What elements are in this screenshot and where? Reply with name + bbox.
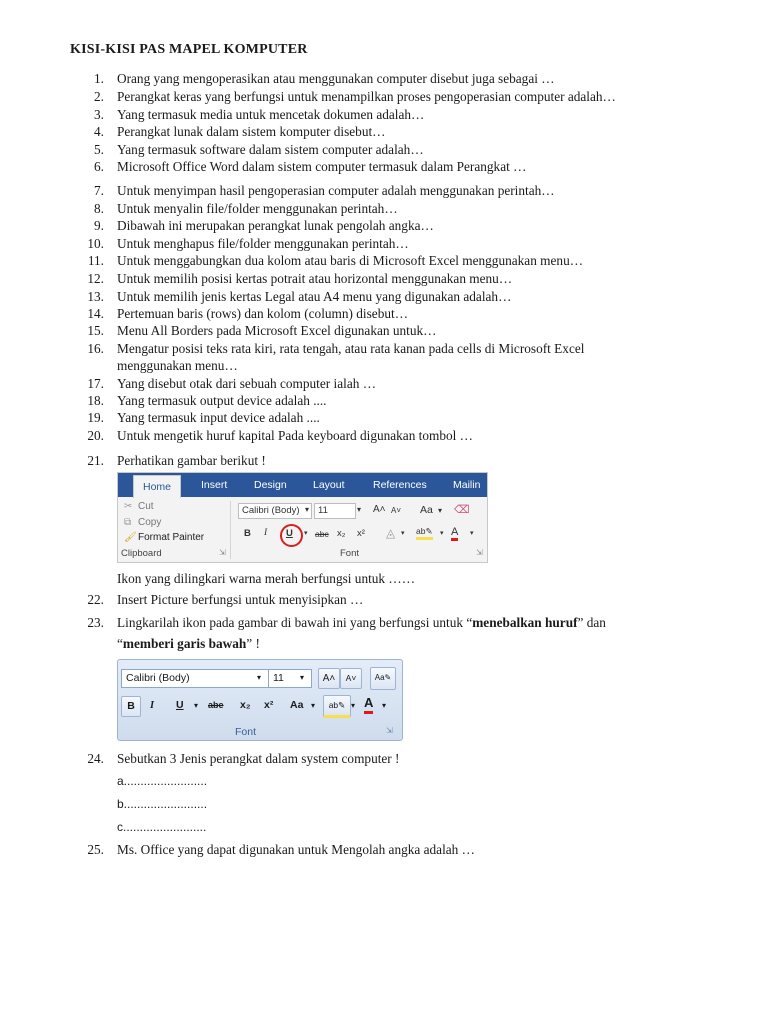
question-number: 1. (94, 71, 104, 86)
chevron-down-icon[interactable]: ▾ (257, 673, 262, 682)
tab-layout[interactable]: Layout (313, 479, 345, 491)
strikethrough-button[interactable]: abc (315, 529, 329, 539)
chevron-down-icon[interactable]: ▾ (311, 701, 316, 710)
tab-references[interactable]: References (373, 479, 427, 491)
question-text: Microsoft Office Word dalam sistem computer termasuk dalam Perangkat … (117, 159, 527, 174)
question-number: 8. (94, 201, 104, 216)
italic-button[interactable]: I (264, 528, 268, 538)
chevron-down-icon[interactable]: ▾ (382, 701, 387, 710)
tab-home[interactable]: Home (133, 475, 181, 498)
question-text: Orang yang mengoperasikan atau menggunakan computer disebut juga sebagai … (117, 71, 555, 86)
font-launcher-icon[interactable]: ⇲ (476, 548, 483, 557)
question-16-continuation: menggunakan menu… (117, 358, 238, 373)
question-number: 20. (87, 428, 104, 443)
question-21-followup: Ikon yang dilingkari warna merah berfungsi untuk …… (117, 571, 415, 586)
chevron-down-icon[interactable]: ▾ (438, 506, 443, 515)
tab-mailings[interactable]: Mailin (453, 479, 481, 491)
answer-line-c: c......................... (117, 820, 207, 834)
copy-icon: ⧉ (124, 517, 132, 528)
question-text: Yang termasuk output device adalah .... (117, 393, 327, 408)
question-number: 13. (87, 289, 104, 304)
question-number: 5. (94, 142, 104, 157)
font-color-icon[interactable]: A (451, 526, 458, 541)
question-number: 10. (87, 236, 104, 251)
scissors-icon: ✂ (124, 501, 133, 512)
question-23-continuation (117, 635, 260, 652)
question-number: 2. (94, 89, 104, 104)
shrink-font-icon[interactable]: A˅ (340, 668, 362, 689)
emphasis-underline: memberi garis bawah (122, 636, 247, 651)
format-painter-button[interactable] (124, 532, 204, 543)
emphasis-bold: menebalkan huruf (472, 615, 578, 630)
question-text: Perangkat lunak dalam sistem komputer disebut… (117, 124, 386, 139)
question-number: 17. (87, 376, 104, 391)
font-group-label: Font (340, 548, 360, 559)
font-group-label: Font (235, 726, 257, 738)
tab-insert[interactable]: Insert (201, 479, 228, 491)
question-number: 21. (87, 453, 104, 468)
question-text: Dibawah ini merupakan perangkat lunak pengolah angka… (117, 218, 434, 233)
question-text: Pertemuan baris (rows) dan kolom (column) disebut… (117, 306, 408, 321)
chevron-down-icon[interactable]: ▾ (440, 530, 444, 537)
answer-line-b: b......................... (117, 797, 208, 811)
question-text: Perhatikan gambar berikut ! (117, 453, 266, 468)
question-number: 11. (87, 253, 104, 268)
clipboard-group-label: Clipboard (121, 548, 162, 559)
clear-formatting-icon[interactable]: ⌫ (454, 504, 470, 516)
strikethrough-button[interactable]: abe (208, 700, 224, 710)
copy-button[interactable] (124, 517, 161, 528)
superscript-button[interactable]: x² (357, 528, 365, 539)
grow-font-icon[interactable]: A˄ (318, 668, 340, 689)
bold-button[interactable]: B (121, 696, 141, 717)
question-text: Sebutkan 3 Jenis perangkat dalam system computer ! (117, 751, 400, 766)
question-number: 14. (87, 306, 104, 321)
quote-close: ” ! (246, 636, 260, 651)
question-number: 12. (87, 271, 104, 286)
font-name-box[interactable]: Calibri (Body) (121, 669, 269, 688)
change-case-button[interactable]: Aa (420, 504, 433, 516)
font-color-icon[interactable]: A (364, 694, 373, 714)
underline-button[interactable]: U (286, 528, 293, 539)
question-number: 15. (87, 323, 104, 338)
document-title: KISI-KISI PAS MAPEL KOMPUTER (70, 42, 308, 57)
chevron-down-icon[interactable]: ▾ (194, 701, 199, 710)
font-size-box[interactable]: 11 (268, 669, 312, 688)
italic-button[interactable]: I (150, 700, 155, 711)
question-text: Yang termasuk input device adalah .... (117, 410, 320, 425)
format-painter-label: Format Painter (138, 532, 205, 543)
subscript-button[interactable]: x₂ (240, 699, 251, 711)
underline-button[interactable]: U (176, 699, 184, 711)
chevron-down-icon[interactable]: ▾ (305, 505, 310, 514)
answer-line-a: a......................... (117, 774, 208, 788)
question-text: Yang termasuk media untuk mencetak dokumen adalah… (117, 107, 425, 122)
question-text: Untuk menghapus file/folder menggunakan perintah… (117, 236, 409, 251)
chevron-down-icon[interactable]: ▾ (357, 505, 362, 514)
question-number: 23. (87, 615, 104, 630)
superscript-button[interactable]: x² (264, 699, 274, 711)
question-text: Yang disebut otak dari sebuah computer ialah … (117, 376, 376, 391)
bold-button[interactable]: B (244, 528, 251, 539)
question-number: 6. (94, 159, 104, 174)
question-number: 24. (87, 751, 104, 766)
question-number: 22. (87, 592, 104, 607)
grow-font-icon[interactable]: A˄ (373, 504, 386, 515)
font-name-box[interactable]: Calibri (Body) (238, 503, 312, 519)
question-text: Untuk menyalin file/folder menggunakan perintah… (117, 201, 398, 216)
question-number: 3. (94, 107, 104, 122)
question-text-mid: ” dan (577, 615, 606, 630)
quote-open: “ (117, 636, 123, 651)
chevron-down-icon[interactable]: ▾ (304, 530, 308, 537)
question-text: Untuk menyimpan hasil pengoperasian computer adalah menggunakan perintah… (117, 183, 555, 198)
question-number: 19. (87, 410, 104, 425)
question-number: 16. (87, 341, 104, 356)
chevron-down-icon[interactable]: ▾ (470, 530, 474, 537)
shrink-font-icon[interactable]: A˅ (391, 506, 402, 515)
question-number: 18. (87, 393, 104, 408)
question-text: Yang termasuk software dalam sistem computer adalah… (117, 142, 424, 157)
tab-design[interactable]: Design (254, 479, 287, 491)
clipboard-launcher-icon[interactable]: ⇲ (219, 548, 226, 557)
question-text: Untuk menggabungkan dua kolom atau baris di Microsoft Excel menggunakan menu… (117, 253, 584, 268)
font-size-box[interactable]: 11 (314, 503, 356, 519)
question-number: 9. (94, 218, 104, 233)
question-text: Mengatur posisi teks rata kiri, rata tengah, atau rata kanan pada cells di Microsoft Excel (117, 341, 585, 356)
question-text: Perangkat keras yang berfungsi untuk menampilkan proses pengoperasian computer adalah… (117, 89, 616, 104)
question-text-start: Lingkarilah ikon pada gambar di bawah ini yang berfungsi untuk “ (117, 615, 473, 630)
text-effects-icon[interactable]: ◬ (386, 526, 396, 540)
ribbon-tab-bar (118, 473, 487, 497)
question-text: Insert Picture berfungsi untuk menyisipkan … (117, 592, 364, 607)
subscript-button[interactable]: x₂ (337, 528, 346, 539)
cut-label: Cut (138, 501, 154, 512)
font-group-screenshot (117, 659, 403, 741)
paintbrush-icon: 🖌 (124, 532, 137, 543)
question-text: Untuk memilih posisi kertas potrait atau horizontal menggunakan menu… (117, 271, 513, 286)
clear-formatting-icon[interactable]: Aa✎ (370, 667, 396, 690)
chevron-down-icon[interactable]: ▾ (401, 530, 405, 537)
question-text: Untuk memilih jenis kertas Legal atau A4 menu yang digunakan adalah… (117, 289, 512, 304)
word-ribbon-screenshot (117, 472, 488, 563)
font-launcher-icon[interactable]: ⇲ (386, 726, 393, 735)
group-divider (230, 501, 231, 559)
red-circle-highlight (280, 524, 303, 547)
chevron-down-icon[interactable]: ▾ (300, 673, 305, 682)
question-text: Untuk mengetik huruf kapital Pada keyboard digunakan tombol … (117, 428, 473, 443)
question-text (117, 614, 717, 631)
highlight-color-icon[interactable]: ab✎ (323, 695, 351, 718)
question-number: 7. (94, 183, 104, 198)
question-text: Ms. Office yang dapat digunakan untuk Mengolah angka adalah … (117, 842, 475, 857)
question-number: 4. (94, 124, 104, 139)
cut-button[interactable] (124, 501, 154, 512)
chevron-down-icon[interactable]: ▾ (351, 701, 356, 710)
question-number: 25. (87, 842, 104, 857)
highlight-color-icon[interactable]: ab✎ (416, 526, 433, 540)
change-case-button[interactable]: Aa (290, 699, 304, 711)
question-text: Menu All Borders pada Microsoft Excel digunakan untuk… (117, 323, 437, 338)
copy-label: Copy (138, 517, 162, 528)
